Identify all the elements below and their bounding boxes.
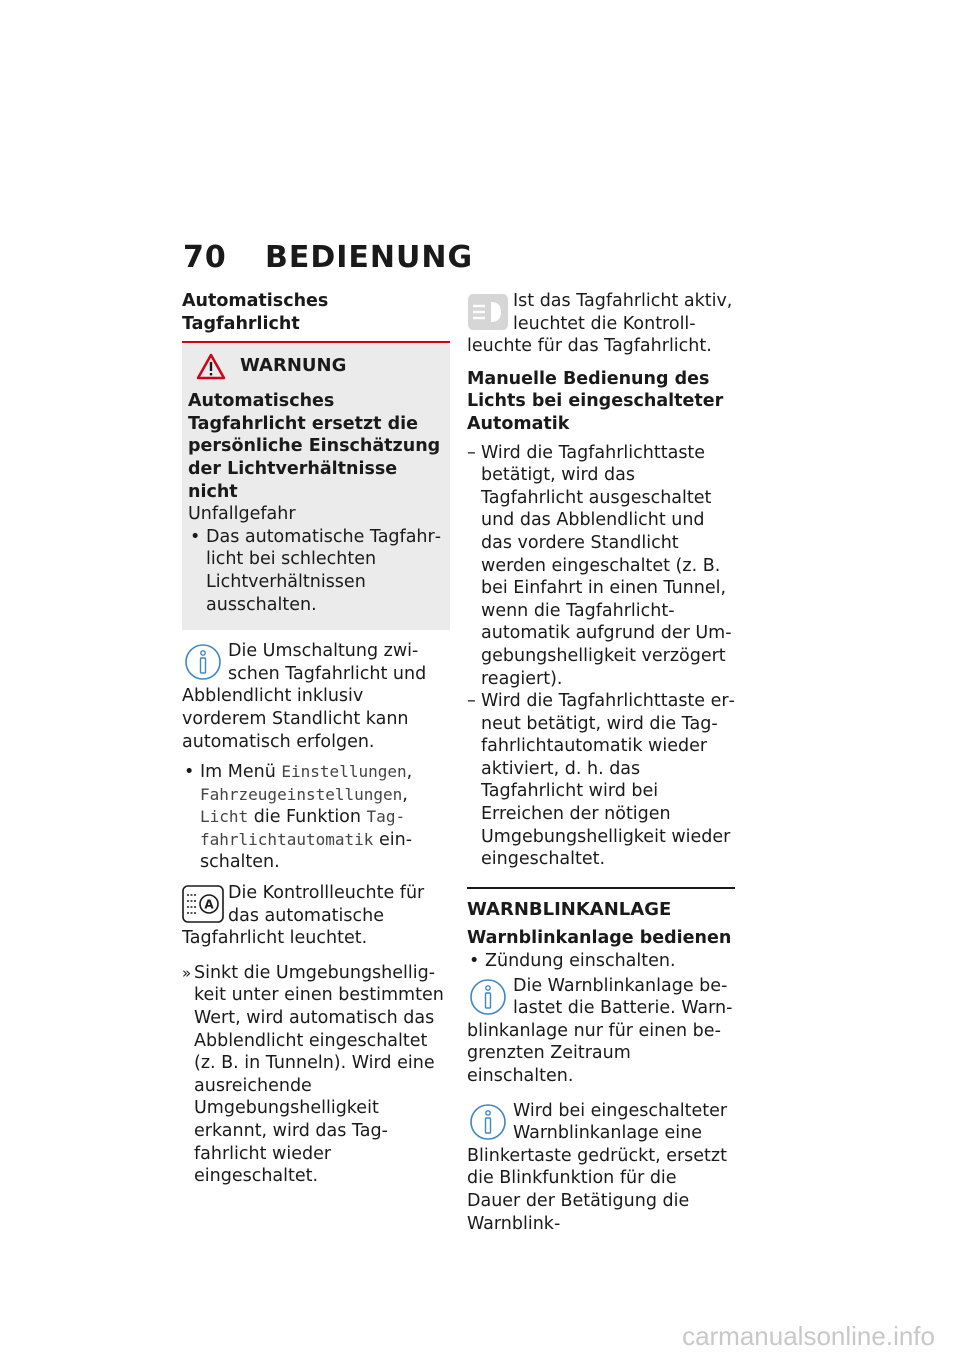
- watermark: carmanualsonline.info: [682, 1321, 935, 1351]
- warning-triangle-icon: [196, 353, 226, 380]
- indicator-note-2-text: Ist das Tagfahrlicht aktiv, leuchtet die Kontrollleuchte für das Tagfahrlicht.: [467, 291, 733, 357]
- indicator-note-2: [467, 290, 735, 358]
- info-note-2-text: Die Warnblinkanlage belastet die Batterie. Warnblinkanlage nur für einen begrenzten Zeitraum einschalten.: [467, 975, 733, 1086]
- info-note-3: [467, 1100, 735, 1236]
- dash-item-1: – Wird die Tagfahrlichttaste betätigt, wird das Tagfahrlicht ausgeschaltet und das Abblendlicht und das vordere Standlicht werden eingeschaltet (z. B. bei Einfahrt in einen Tunnel, wenn die Tagfahrlichtautomatik aufgrund der Umgebungshelligkeit verzögert reagiert).: [467, 442, 735, 691]
- left-column: [182, 290, 450, 1188]
- info-icon: [467, 1102, 509, 1142]
- dash-item-2: – Wird die Tagfahrlichttaste erneut betätigt, wird die Tagfahrlichtautomatik wieder aktiviert, d. h. das Tagfahrlicht wird bei Erreichen der nötigen Umgebungshelligkeit wieder eingeschaltet.: [467, 690, 735, 871]
- bullet-ignition-on: • Zündung einschalten.: [467, 950, 735, 973]
- right-column: [467, 290, 735, 1243]
- warning-box: [182, 343, 450, 630]
- menu-vehicle-settings: Fahrzeugeinstellungen: [200, 784, 403, 804]
- step-text-4: die Funktion: [248, 807, 367, 828]
- daytime-light-indicator-icon: [467, 292, 509, 332]
- info-note-2: [467, 975, 735, 1088]
- info-note-1: [182, 640, 450, 753]
- step-enable-function: [182, 761, 450, 874]
- step-text-1: Im Menü: [200, 762, 282, 783]
- warning-title: Automatisches Tagfahrlicht ersetzt die persönliche Einschätzung der Lichtverhältnisse nicht: [188, 391, 441, 502]
- warning-header: [196, 353, 444, 380]
- info-icon: [467, 977, 509, 1017]
- step-text-2: ,: [406, 762, 413, 783]
- indicator-note-1: [182, 882, 450, 950]
- section-hazard-lights: WARNBLINKANLAGE: [467, 898, 672, 920]
- page-header: [183, 240, 473, 275]
- menu-settings: Einstellungen: [281, 762, 407, 782]
- step-text-3: ,: [402, 784, 408, 805]
- svg-text:A: A: [204, 897, 214, 912]
- warning-risk: Unfallgefahr: [188, 504, 296, 525]
- section-rule: [467, 887, 735, 889]
- heading-manual-operation: Manuelle Bedienung des Lichts bei eingeschalteter Automatik: [467, 368, 724, 434]
- warning-bullet: • Das automatische Tagfahrlicht bei schlechten Lichtverhältnissen ausschalten.: [188, 526, 444, 616]
- menu-light: Licht: [200, 807, 249, 827]
- page-number: 70: [183, 240, 227, 275]
- menu-daytime-light-automatic: Tagfahrlichtautomatik: [200, 807, 406, 849]
- info-note-3-text: Wird bei eingeschalteter Warnblinkanlage eine Blinkertaste gedrückt, ersetzt die Blinkfunktion für die Dauer der Betätigung die Warnblink-: [467, 1100, 728, 1234]
- info-note-1-text: Die Umschaltung zwischen Tagfahrlicht und Abblendlicht inklusiv vorderem Standlicht kann automatisch erfolgen.: [182, 641, 427, 752]
- indicator-note-1-text: Die Kontrollleuchte für das automatische Tagfahrlicht leuchtet.: [182, 883, 425, 949]
- result-note: » Sinkt die Umgebungshelligkeit unter einen bestimmten Wert, wird automatisch das Abblendlicht eingeschaltet (z. B. in Tunneln). Wird eine ausreichende Umgebungshelligkeit erkannt, wird das Tagfahrlicht wieder eingeschaltet.: [182, 962, 450, 1188]
- heading-automatic-daytime-lights: Automatisches Tagfahrlicht: [182, 291, 329, 334]
- warning-label: WARNUNG: [240, 355, 347, 377]
- step-text-5: einschalten.: [200, 829, 413, 873]
- heading-operate-hazard: Warnblinkanlage bedienen: [467, 928, 732, 949]
- info-icon: [182, 642, 224, 682]
- section-title: BEDIENUNG: [265, 240, 474, 275]
- auto-light-indicator-icon: [182, 884, 224, 924]
